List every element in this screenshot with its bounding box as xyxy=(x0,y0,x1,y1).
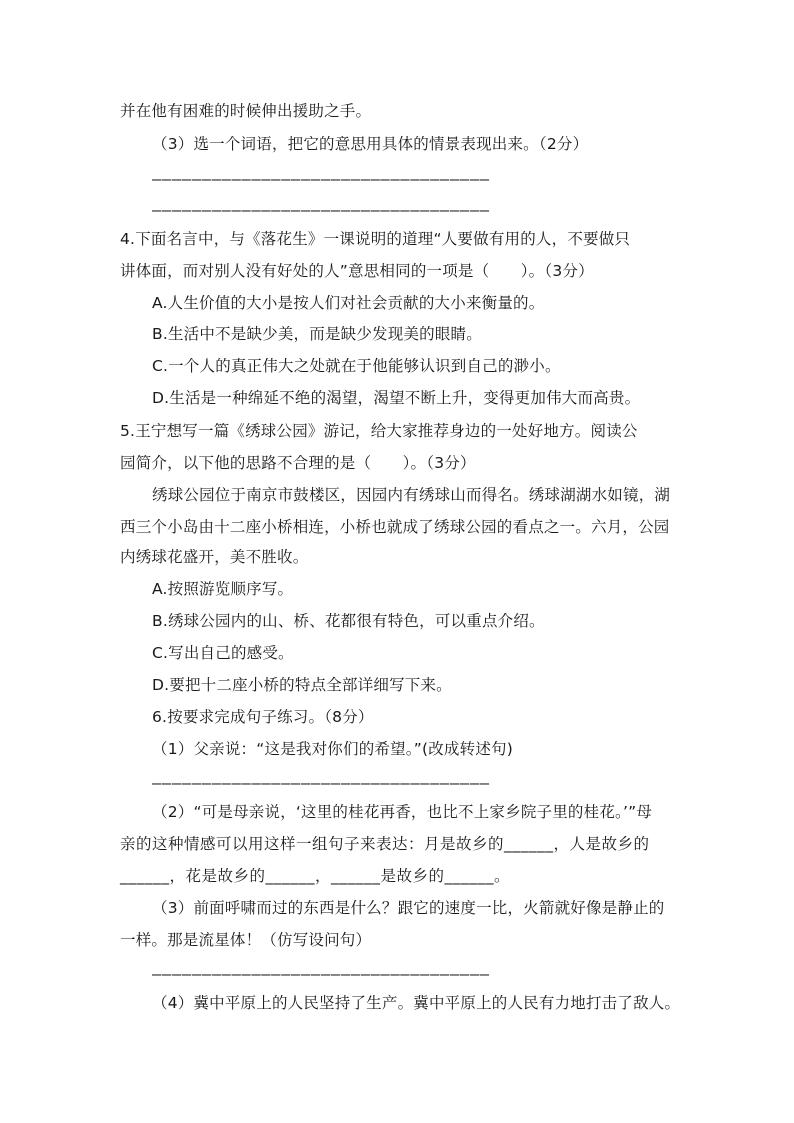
answer-blank-line[interactable]: —————————————————————————————————— xyxy=(152,774,490,792)
question-4-stem: 讲体面，而对别人没有好处的人”意思相同的一项是（ ）。（3分） xyxy=(120,262,594,280)
answer-blank-line[interactable]: —————————————————————————————————— xyxy=(152,201,490,219)
sub-question-2-line: 亲的这种情感可以用这样一组句子来表达：月是故乡的______，人是故乡的 xyxy=(120,835,650,853)
answer-blank-line[interactable]: —————————————————————————————————— xyxy=(152,965,490,983)
text-line: 并在他有困难的时候伸出援助之手。 xyxy=(120,102,372,120)
option-a: A.人生价值的大小是按人们对社会贡献的大小来衡量的。 xyxy=(152,294,545,312)
answer-blank-line[interactable]: —————————————————————————————————— xyxy=(152,170,490,188)
option-b: B.生活中不是缺少美，而是缺少发现美的眼睛。 xyxy=(152,325,482,343)
option-c: C.写出自己的感受。 xyxy=(152,644,294,662)
sub-question-3: 一样。那是流星体！（仿写设问句） xyxy=(120,931,372,949)
option-d: D.生活是一种绵延不绝的渴望，渴望不断上升，变得更加伟大而高贵。 xyxy=(152,389,641,407)
question-3-prompt: （3）选一个词语，把它的意思用具体的情景表现出来。（2分） xyxy=(152,135,589,153)
option-c: C.一个人的真正伟大之处就在于他能够认识到自己的渺小。 xyxy=(152,357,561,375)
passage-line: 绣球公园位于南京市鼓楼区，因园内有绣球山而得名。绣球湖湖水如镜，湖 xyxy=(152,486,671,504)
option-b: B.绣球公园内的山、桥、花都很有特色，可以重点介绍。 xyxy=(152,612,545,630)
question-4-stem: 4.下面名言中，与《落花生》一课说明的道理“人要做有用的人，不要做只 xyxy=(120,230,631,248)
option-a: A.按照游览顺序写。 xyxy=(152,580,294,598)
question-6-stem: 6.按要求完成句子练习。（8分） xyxy=(152,708,374,726)
passage-line: 内绣球花盛开，美不胜收。 xyxy=(120,548,309,566)
sub-question-1: （1）父亲说：“这是我对你们的希望。”(改成转述句) xyxy=(152,740,513,758)
sub-question-2: （2）“可是母亲说，‘这里的桂花再香，也比不上家乡院子里的桂花。’”母 xyxy=(152,803,653,821)
sub-question-4: （4）冀中平原上的人民坚持了生产。冀中平原上的人民有力地打击了敌人。 xyxy=(152,994,681,1012)
passage-line: 西三个小岛由十二座小桥相连，小桥也就成了绣球公园的看点之一。六月，公园 xyxy=(120,518,670,536)
sub-question-3: （3）前面呼啸而过的东西是什么？跟它的速度一比，火箭就好像是静止的 xyxy=(152,899,665,917)
question-5-stem: 园简介，以下他的思路不合理的是（ ）。（3分） xyxy=(120,454,476,472)
option-d: D.要把十二座小桥的特点全部详细写下来。 xyxy=(152,676,452,694)
sub-question-2-line: ______，花是故乡的______，______是故乡的______。 xyxy=(120,867,511,885)
question-5-stem: 5.王宁想写一篇《绣球公园》游记，给大家推荐身边的一处好地方。阅读公 xyxy=(120,422,638,440)
